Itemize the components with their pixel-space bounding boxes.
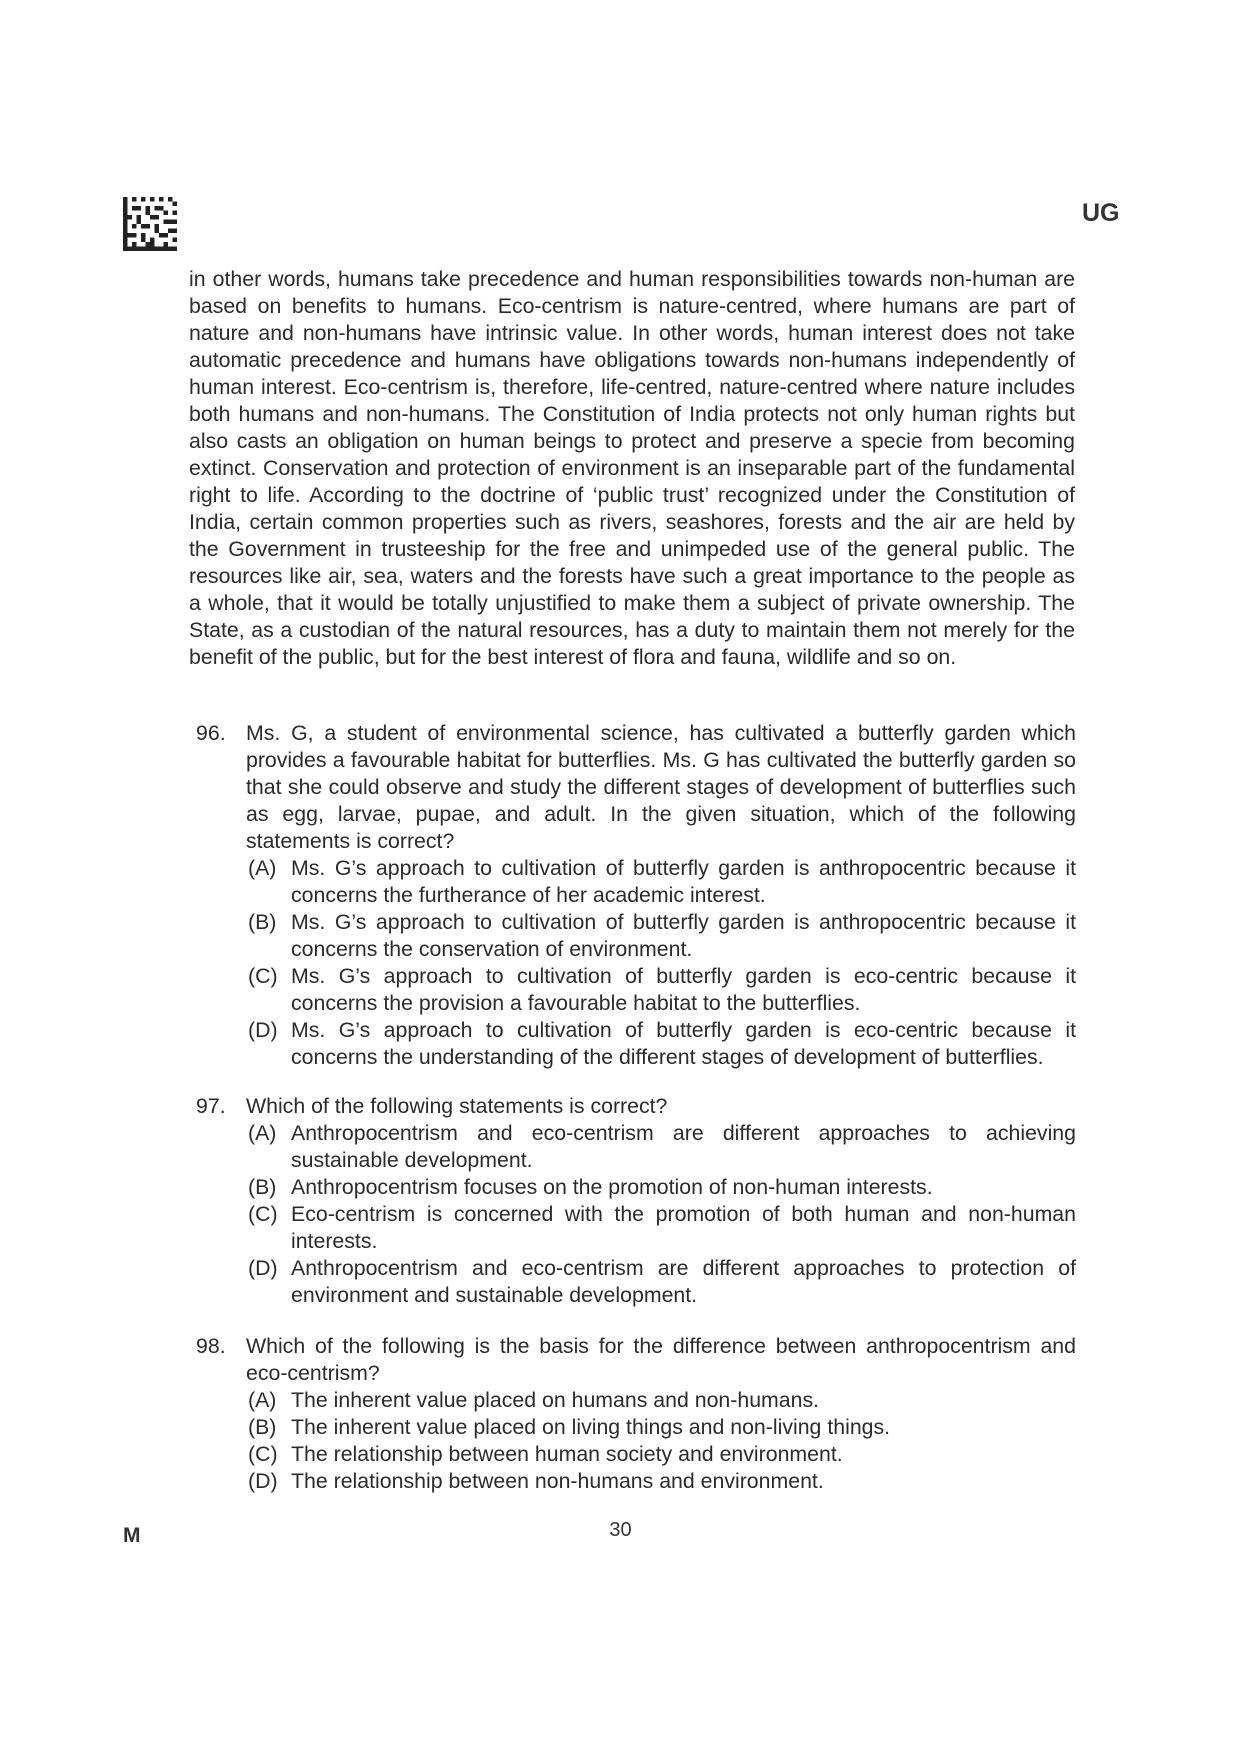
option-c — [248, 1201, 1076, 1255]
passage-text: in other words, humans take precedence and human responsibilities towards non-human are based on benefits to humans. Eco-centrism is nature-centred, where humans are part of nature and non-humans have intrinsic value. In other words, human interest does not take automatic precedence and humans have obligations towards non-humans independently of human interest. Eco-centrism is, therefore, life-centred, nature-centred where nature includes both humans and non-humans. The Constitution of India protects not only human rights but also casts an obligation on human beings to protect and preserve a specie from becoming extinct. Conservation and protection of environment is an inseparable part of the fundamental right to life. According to the doctrine of ‘public trust’ recognized under the Constitution of India, certain common properties such as rivers, seashores, forests and the air are held by the Government in trusteeship for the free and unimpeded use of the general public. The resources like air, sea, waters and the forests have such a great importance to the people as a whole, that it would be totally unjustified to make them a subject of private ownership. The State, as a custodian of the natural resources, has a duty to maintain them not merely for the benefit of the public, but for the best interest of flora and fauna, wildlife and so on. — [189, 267, 1075, 669]
option-label: (C) — [248, 1202, 278, 1226]
option-label: (D) — [248, 1256, 278, 1280]
question-number: 96. — [196, 721, 226, 745]
option-text: Eco-centrism is concerned with the promotion of both human and non-human interests. — [291, 1202, 1076, 1253]
option-label: (B) — [248, 1175, 277, 1199]
booklet-code: M — [123, 1524, 141, 1547]
option-text: Ms. G’s approach to cultivation of butterfly garden is anthropocentric because it concerns the conservation of environment. — [291, 910, 1076, 961]
option-b — [248, 1174, 1076, 1201]
option-text: The inherent value placed on humans and non-humans. — [291, 1388, 820, 1412]
question-number: 98. — [196, 1334, 226, 1358]
option-b — [248, 1414, 1076, 1441]
question-96 — [196, 720, 1076, 1071]
question-97 — [196, 1093, 1076, 1309]
option-text: Ms. G’s approach to cultivation of butterfly garden is eco-centric because it concerns the provision a favourable habitat to the butterflies. — [291, 964, 1076, 1015]
option-list — [196, 855, 1076, 1071]
option-a — [248, 855, 1076, 909]
option-label: (B) — [248, 910, 277, 934]
option-list — [196, 1120, 1076, 1309]
option-label: (B) — [248, 1415, 277, 1439]
option-text: The relationship between human society and environment. — [291, 1442, 843, 1466]
series-code: UG — [1082, 199, 1120, 227]
option-label: (A) — [248, 1388, 277, 1412]
option-text: The relationship between non-humans and environment. — [291, 1469, 824, 1493]
question-98 — [196, 1333, 1076, 1495]
option-c — [248, 963, 1076, 1017]
option-label: (C) — [248, 1442, 278, 1466]
question-text: Which of the following statements is correct? — [246, 1094, 668, 1118]
qr-code-icon — [123, 197, 177, 251]
option-text: Ms. G’s approach to cultivation of butterfly garden is anthropocentric because it concerns the furtherance of her academic interest. — [291, 856, 1076, 907]
option-text: Anthropocentrism and eco-centrism are different approaches to achieving sustainable development. — [291, 1121, 1076, 1172]
option-text: The inherent value placed on living things and non-living things. — [291, 1415, 891, 1439]
option-label: (C) — [248, 964, 278, 988]
option-c — [248, 1441, 1076, 1468]
option-label: (A) — [248, 1121, 277, 1145]
option-label: (D) — [248, 1018, 278, 1042]
option-a — [248, 1387, 1076, 1414]
page-number: 30 — [609, 1519, 632, 1541]
option-b — [248, 909, 1076, 963]
option-d — [248, 1468, 1076, 1495]
option-text: Ms. G’s approach to cultivation of butterfly garden is eco-centric because it concerns the understanding of the different stages of development of butterflies. — [291, 1018, 1076, 1069]
question-number: 97. — [196, 1094, 226, 1118]
question-text: Ms. G, a student of environmental science, has cultivated a butterfly garden which provides a favourable habitat for butterflies. Ms. G has cultivated the butterfly garden so that she could observe and study the different stages of development of butterflies such as egg, larvae, pupae, and adult. In the given situation, which of the following statements is correct? — [246, 721, 1076, 853]
option-text: Anthropocentrism and eco-centrism are different approaches to protection of environment and sustainable development. — [291, 1256, 1076, 1307]
passage — [189, 266, 1075, 671]
option-d — [248, 1255, 1076, 1309]
question-text: Which of the following is the basis for the difference between anthropocentrism and eco-centrism? — [246, 1334, 1076, 1385]
option-label: (D) — [248, 1469, 278, 1493]
option-text: Anthropocentrism focuses on the promotion of non-human interests. — [291, 1175, 933, 1199]
option-a — [248, 1120, 1076, 1174]
option-label: (A) — [248, 856, 277, 880]
option-list — [196, 1387, 1076, 1495]
option-d — [248, 1017, 1076, 1071]
